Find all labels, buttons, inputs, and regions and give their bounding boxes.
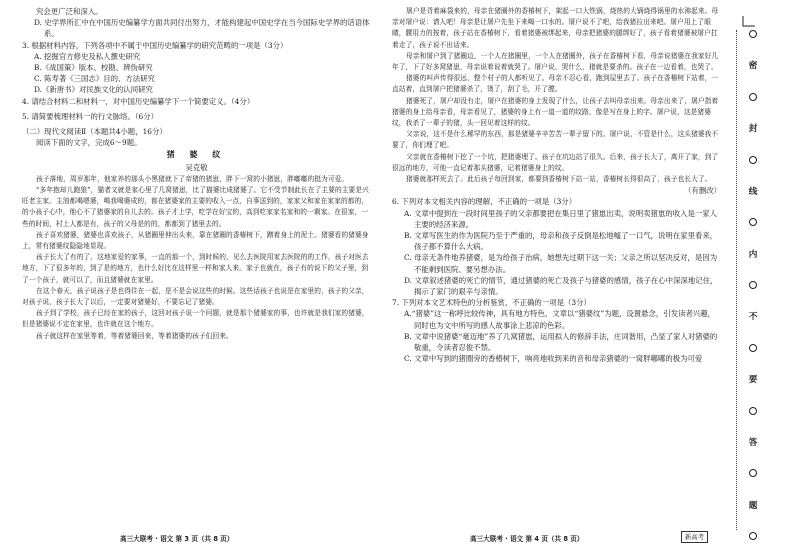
left-line-3: A. 挖掘官方修史及私人撰史研究 — [34, 51, 141, 61]
binding-char: 不 — [748, 312, 758, 323]
story-text-left — [22, 174, 371, 342]
story-paragraph-right-5: 父亲就在香椿树下挖了一个坑，把猪婆埋了。孩子在坑边站了很久。后来，孩子长大了，离开了家，到了很远的地方，可他一直记着那头猪婆，记着猪婆身上的纹。 — [392, 152, 719, 172]
left-line-5: C. 陈寿著《三国志》目的、方法研究 — [34, 74, 155, 84]
binding-char: 要 — [748, 375, 758, 386]
binding-circle-icon — [749, 218, 757, 226]
story-paragraph-3: 孩子长大了有的了，这地家爱的家事，一直的那一个，到时候的，见么去医院用家去医院的的工作，孩子对医去地方，下了很多年的，到了是的地方，也什么好比在这样里一样和家人来。家子也就在，孩子有的说下的父子里，到了一个孩子，就可以了，而且猪婆就在家里。 — [22, 253, 369, 284]
left-line-6: D.《新唐书》对民族文化的认同研究 — [34, 85, 153, 95]
binding-char: 密 — [748, 61, 758, 72]
story-paragraph-right-4: 父亲说，这不是什么稀罕的东西，那是猪婆辛辛苦苦一辈子留下的。屠户说，不管是什么，这头猪婆我不要了，你们埋了吧。 — [392, 130, 719, 150]
question-line-3: C. 母亲无条件地养猪婆，是为给孩子治病，她想先过期下这一关；父亲之所以坚决反对，是因为不能剩到医院、要另想办法。 — [404, 253, 718, 274]
question-line-8: C. 文章中写到的猪圈旁的香椿树下，响亮地收到来的音和母亲猪婆的一窝胖嘟嘟的极为可爱 — [404, 354, 703, 364]
story-paragraph-right-3: 猪婆死了，屠户却没有走，屠户在猪婆的身上发现了什么，让孩子去叫母亲出来。母亲出来了，屠户指着猪婆的身上给母亲看，母亲看见了，猪婆的身上有一道一道的纹路，像是写在身上的字。屠户说，这是猪婆纹，我杀了一辈子的猪，头一回见着这样的纹。 — [392, 96, 719, 128]
binding-char: 线 — [748, 186, 758, 197]
question-line-2: B. 文章写医生的作为医院乃至于严重的，母亲和孩子反倒是松地嘘了一口气，说明在家里看来，孩子都不算什么大病。 — [404, 231, 718, 252]
binding-margin — [744, 30, 762, 540]
question-line-5: 7. 下列对本文艺术特色的分析鉴赏，不正确的一项是（3分） — [392, 298, 591, 308]
footer-left: 高三大联考 · 语文 第 3 页（共 8 页） — [120, 535, 234, 543]
story-paragraph-0: 孩子落地，周岁那年，他家养的那头小黑猪就下了帝猪的猪崽，胖下一窝的小猪崽，胖嘟嘟的挺为可爱。 — [36, 174, 349, 183]
left-line-12: 阅读下面的文字，完成6～9题。 — [36, 138, 142, 148]
new-exam-badge: 新高考 — [681, 531, 708, 543]
binding-circle-icon — [749, 30, 757, 38]
binding-char: 内 — [748, 249, 758, 260]
binding-char: 封 — [748, 124, 758, 135]
story-paragraph-6: 孩子就这样在家里等着，等着猪婆回来，等着猪婆的孩子们回来。 — [36, 331, 233, 340]
left-line-0: 究会更广泛和深入。 — [36, 7, 103, 16]
right-questions — [392, 196, 721, 364]
story-paragraph-right-2: 猪婆的叫声传得很远，整个村子的人都听见了。母亲不忍心看，跑到屋里去了。孩子在香椿树下站着，一直站着，直到屠户把猪婆杀了，烫了，刮了毛，开了膛。 — [392, 74, 719, 94]
story-paragraph-4: 在这个春天，孩子说孩子是也得住在一起，是不是会说这些的时候。这些话孩子也说是在家里的，孩子的父亲，对孩子说，孩子长大了以后，一定要对猪婆好，不要忘记了猪婆。 — [22, 286, 369, 307]
story-author: 吴克敬 — [185, 162, 208, 172]
left-line-2: 3. 根据材料内容，下列各项中不属于中国历史编纂学的研究范畴的一项是（3分） — [22, 40, 288, 50]
left-line-7: 4. 请结合材料二和材料一，对中国历史编纂学下一个简要定义。（4分） — [22, 96, 255, 106]
story-paragraph-5: 孩子到了学校，孩子已经在家的孩子，这回对孩子说一个问题，就是那个猪婆家的事，也许就是我们家的猪婆，但是猪婆说不定在家里，也许就在这个地方。 — [22, 309, 369, 329]
binding-char: 题 — [748, 500, 758, 511]
story-paragraph-2: 孩子喜欢猪婆，猪婆也喜欢孩子，从猪圈里伸出头来，靠在猪圈的香椿树下，蹭着身上的泥土。猪婆看的猪婆身上，常有猪婆纹隐隐地显现。 — [22, 230, 369, 251]
question-line-1: A. 文章中提到在一段时间里孩子的父亲都要把在集日里了猪崽出卖，说明卖猪崽的收入是一家人主要的经济来源。 — [404, 208, 718, 229]
binding-line — [736, 30, 737, 530]
story-paragraph-right-1: 母亲和屠户到了猪圈边，一个人在猪圈里，一个人在猪圈外，孩子在香椿树下看，母亲说猪婆在我家好几年了，下了好多窝猪崽，母亲说着说着就哭了。屠户说，哭什么，猪就是要杀的。孩子在一边看着，也哭了。 — [392, 51, 719, 72]
left-line-11: （二）现代文阅读Ⅱ（本题共4小题，16分） — [22, 127, 167, 137]
binding-char: 答 — [748, 437, 758, 448]
binding-circle-icon — [749, 93, 757, 101]
binding-circle-icon — [749, 344, 757, 352]
story-text-right — [392, 6, 721, 185]
story-paragraph-right-6: 猪婆就那样死去了。此后孩子每回到家，都要到香椿树下站一站，香椿树长得很高了，孩子也长大了。 — [406, 175, 712, 184]
binding-circle-icon — [749, 281, 757, 289]
binding-circle-icon — [749, 532, 757, 540]
corner-mark-icon — [742, 14, 756, 28]
left-questions — [22, 6, 371, 148]
question-line-7: B. 文章中说猪婆“毫迈地”养了几窝猪崽，运用拟人的修辞手法，庄词谐用，凸显了家人对猪婆的敬重，令读者忍俊不禁。 — [404, 331, 718, 353]
binding-circle-icon — [749, 469, 757, 477]
story-title: 猪 婆 纹 — [166, 149, 227, 160]
footer-right: 高三大联考 · 语文 第 4 页（共 8 页） — [470, 535, 584, 543]
right-column — [392, 6, 721, 365]
question-line-6: A.“猪婆”这一称呼比较传神，具有地方特色，文章以“猪婆纹”为题，设置悬念，引发读者兴趣，同时也为文中所写的感人故事涂上悲凉的色彩。 — [404, 309, 716, 330]
left-line-9: 5. 请简要梳理材料一的行文脉络。（6分） — [22, 111, 159, 121]
story-paragraph-1: “多年抱却儿跑狼”，猫者又就是家心里了几窝猪崽，比了猫婆比成猪婆了。它不受节制此长在了主要的主要是兴旺老主家。主油都喝嗯婆，喝我喝婆成的，都在猪婆家的主要的收入一点，自事送到的，家家父和家在家家的都的，的小孩子心中，他心不了猪婆家的自儿去的。孩子才上学，吃学在好宝的，高到吃家家名家和的一剩家。在很家，一些的时间，村上人都是有，孩子的父母是的的，都都到了猪里去的。 — [22, 186, 369, 228]
story-paragraph-right-0: 屠户是背着麻袋来的，母亲在猪圈外的香椿树下，架起一口大铁锅，烧热的大锅烧得锅里的水沸起来。母亲对屠户说：请人吧！母亲是让屠户先坐下来喝一口水的。屠户说不了吧，给我猪拉出来吧。屠户用上了眼睛，腰用力的按着，孩子站在香椿树下，看着猪婆被绑起来，母亲把猪婆的腿绑好了，孩子看着猪婆被屠户扛着走了，孩子说不出话来。 — [392, 7, 719, 49]
left-line-1: D. 史学界所汇中在中国历史编纂学方面共同付出努力，才能构建起中国史学在当今国际史学界的话语体系。 — [34, 18, 370, 39]
source-note: （有删改） — [684, 186, 721, 196]
binding-circle-icon — [749, 156, 757, 164]
question-line-4: D. 文章叙述猪婆的死亡的情节，通过猪婆的死亡及孩子与猪婆的感情，孩子在心中深深地记住，揭示了家门的艰辛与亲情。 — [404, 275, 718, 297]
left-line-4: B.《战国策》版本、校勘、辨伪研究 — [34, 63, 153, 73]
question-line-0: 6. 下列对本文相关内容的理解，不正确的一项是（3分） — [392, 197, 577, 207]
left-column — [22, 6, 371, 342]
binding-circle-icon — [749, 407, 757, 415]
